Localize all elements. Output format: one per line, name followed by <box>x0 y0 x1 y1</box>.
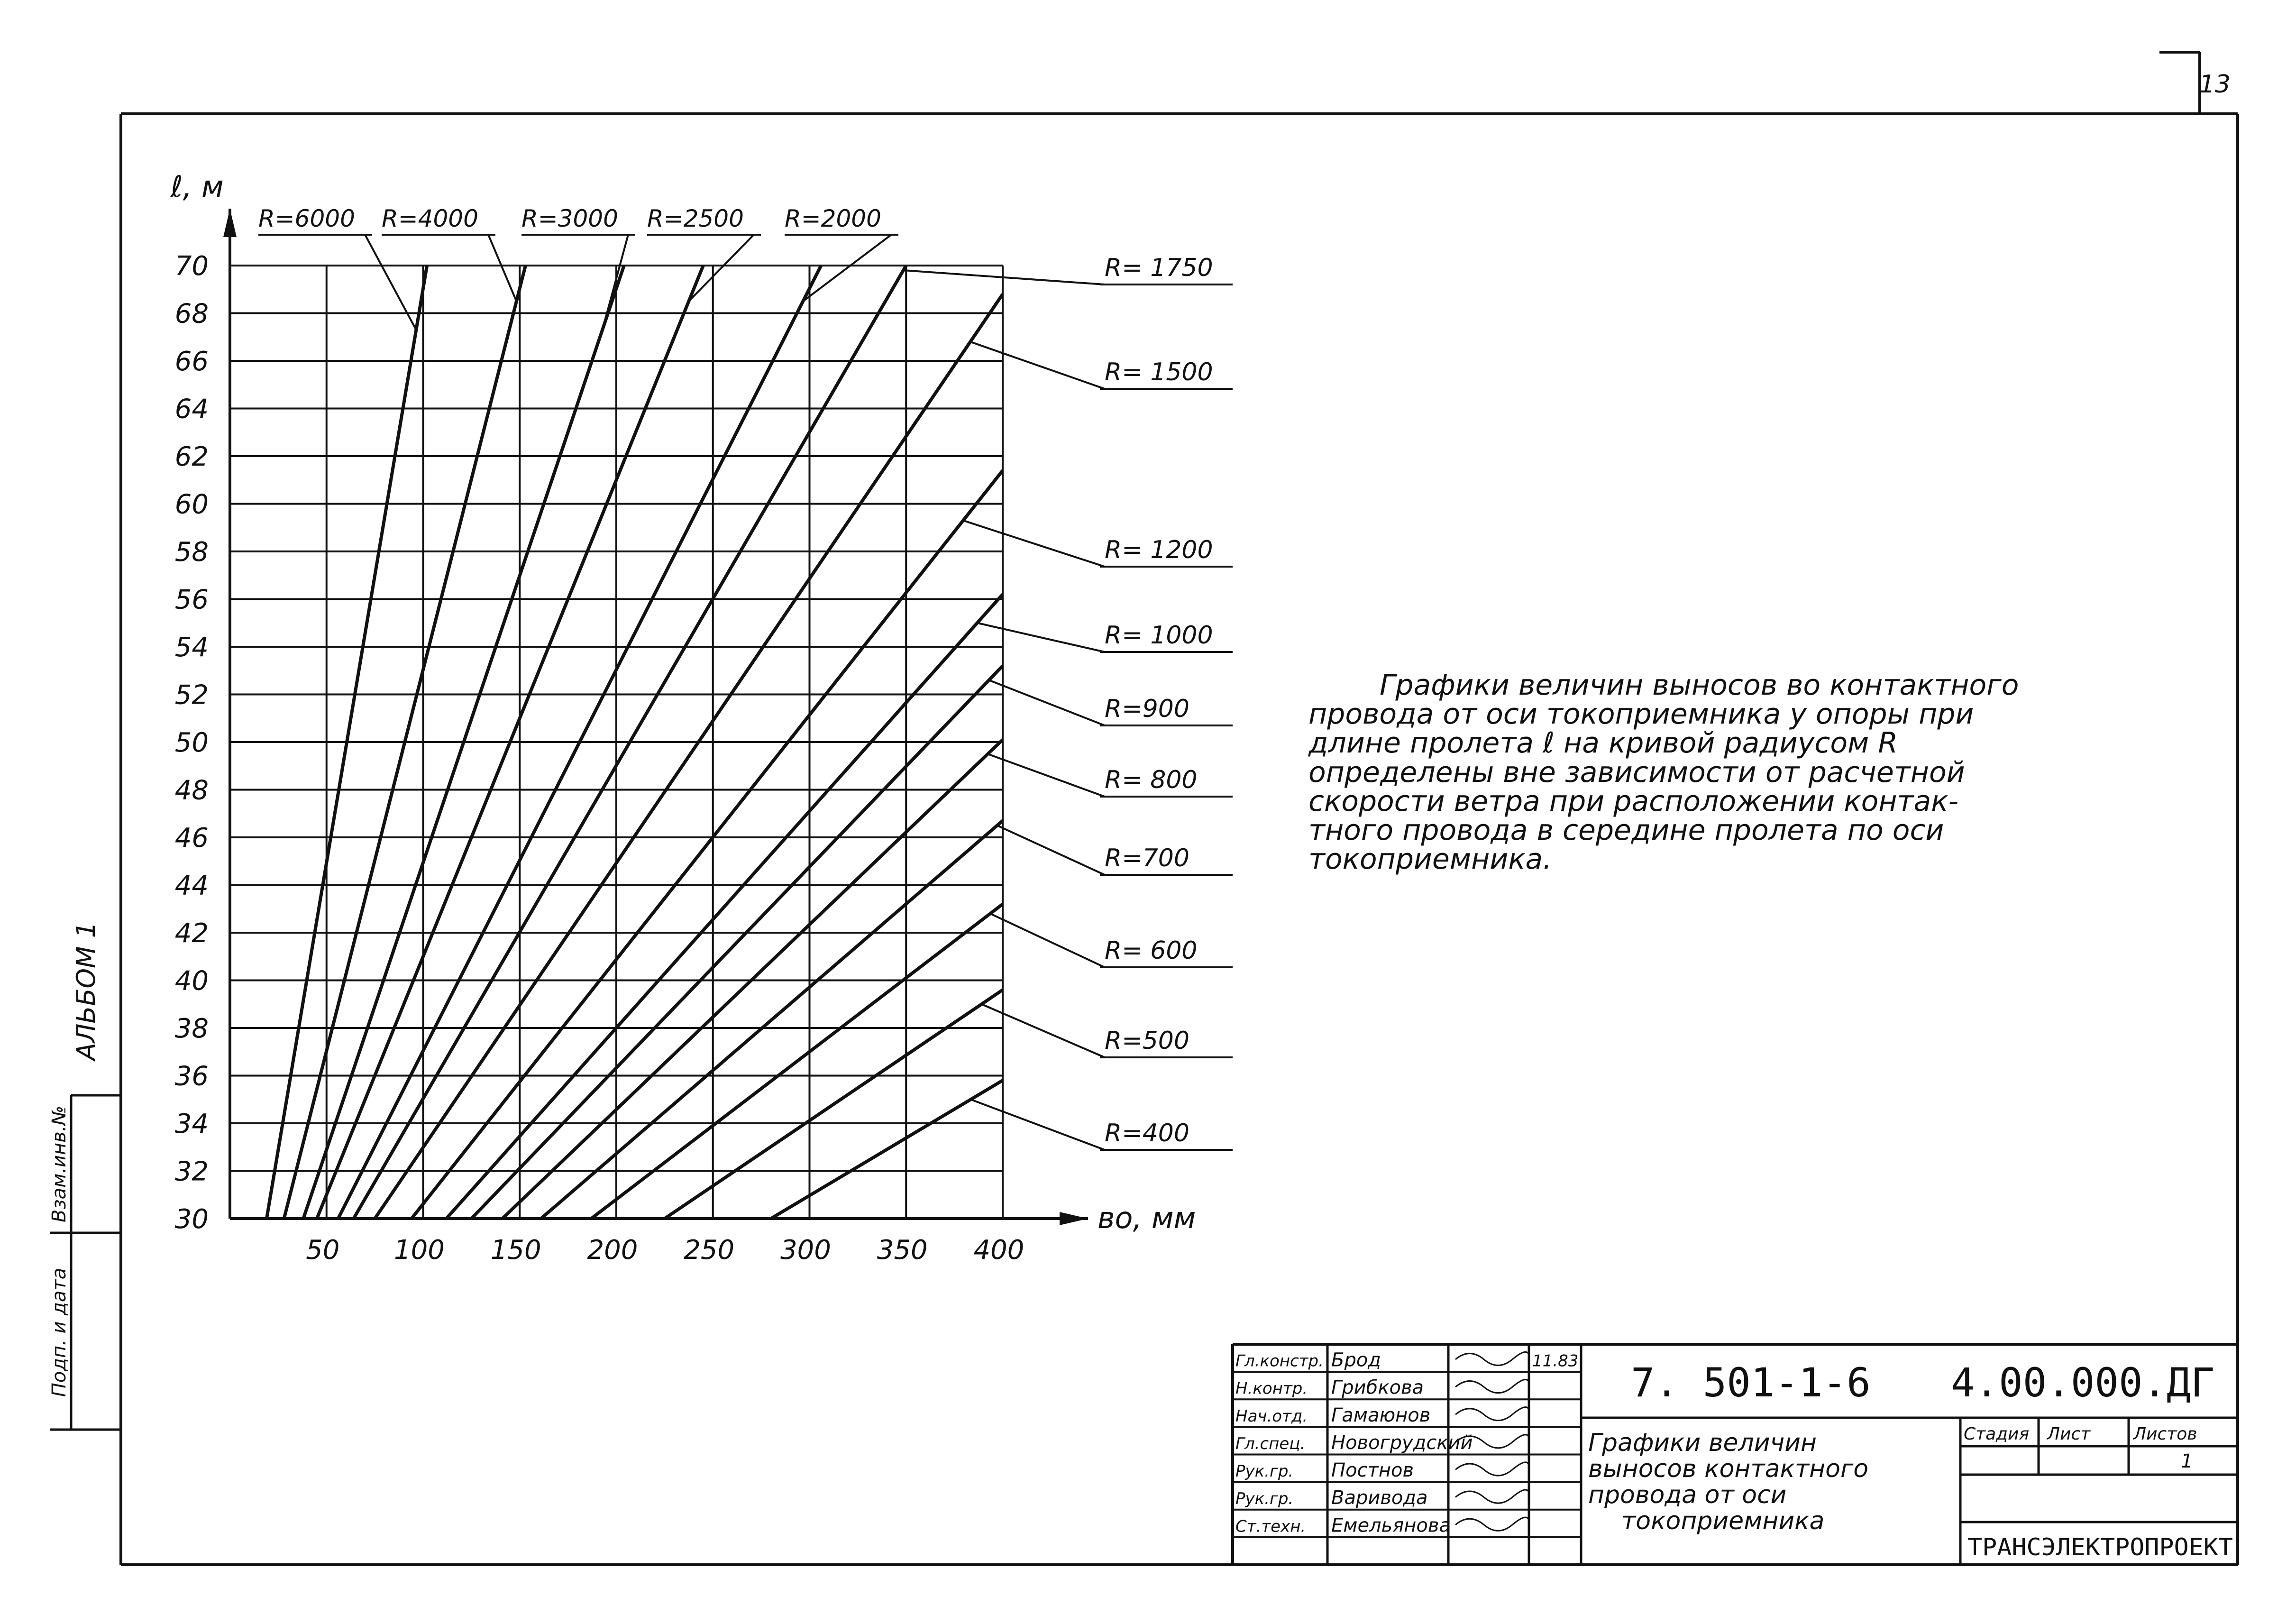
margin-label-replace: Взам.инв.№ <box>48 1105 70 1223</box>
signature-mark <box>1455 1352 1529 1365</box>
note-line: Графики величин выносов вo контактного <box>1380 669 2019 702</box>
margin-label-signed: Подп. и дата <box>48 1267 70 1397</box>
y-tick-label: 60 <box>174 489 209 520</box>
callout-label-top: R=2000 <box>785 205 881 232</box>
y-tick-label: 46 <box>174 823 209 853</box>
x-tick-label: 300 <box>780 1235 831 1266</box>
sheet-title-line: выносов контактного <box>1588 1455 1869 1483</box>
x-tick-label: 350 <box>877 1235 928 1266</box>
callout-leader <box>963 521 1105 567</box>
callout-leader <box>903 270 1105 284</box>
y-tick-label: 34 <box>174 1109 209 1139</box>
callout-leader <box>689 235 754 301</box>
y-tick-label: 54 <box>174 632 209 663</box>
signatory-name: Постнов <box>1331 1459 1414 1481</box>
signatory-role: Гл.спец. <box>1235 1434 1306 1453</box>
signatory-role: Гл.констр. <box>1235 1351 1324 1371</box>
y-axis-label: ℓ, м <box>171 169 224 204</box>
x-tick-label: 50 <box>306 1235 340 1266</box>
stage-header: Стадия <box>1964 1424 2030 1444</box>
signature-mark <box>1455 1379 1529 1393</box>
y-tick-label: 52 <box>174 679 209 711</box>
callout-label-right: R= 600 <box>1105 936 1198 965</box>
callout-label-right: R=700 <box>1105 844 1189 872</box>
page-number: 13 <box>2199 70 2231 99</box>
y-tick-label: 38 <box>174 1013 209 1044</box>
y-tick-label: 30 <box>174 1204 209 1235</box>
callout-leader <box>603 235 628 330</box>
callout-leader <box>990 914 1105 967</box>
y-tick-label: 42 <box>174 918 209 949</box>
callout-leader <box>988 754 1105 797</box>
y-tick-label: 68 <box>174 298 209 330</box>
chart <box>170 169 1233 1266</box>
signature-mark <box>1455 1407 1529 1421</box>
callout-label-top: R=2500 <box>647 205 744 232</box>
callout-label-right: R= 800 <box>1105 766 1198 794</box>
y-tick-label: 44 <box>174 870 209 901</box>
x-tick-label: 400 <box>973 1235 1025 1266</box>
sheet-title-line: токоприемника <box>1621 1507 1825 1535</box>
sheet-header: Лист <box>2047 1424 2091 1444</box>
note-line: определены вне зависимости от расчетной <box>1308 755 1965 789</box>
y-tick-label: 40 <box>174 965 209 997</box>
organization-name: ТРАНСЭЛЕКТРОПРОЕКТ <box>1967 1533 2233 1561</box>
callout-label-right: R=900 <box>1105 695 1189 723</box>
signatory-role: Ст.техн. <box>1235 1517 1306 1536</box>
y-tick-label: 58 <box>174 537 209 568</box>
x-tick-label: 150 <box>490 1235 541 1266</box>
note-line: токоприемника. <box>1308 843 1552 876</box>
callout-leader <box>997 826 1105 875</box>
y-tick-label: 56 <box>174 584 209 615</box>
note-line: длине пролета ℓ на кривой радиусом R <box>1308 726 1898 760</box>
signatory-role: Рук.гр. <box>1235 1462 1294 1481</box>
callout-label-right: R= 1000 <box>1105 621 1213 650</box>
curve-r-500 <box>665 990 1003 1219</box>
y-tick-label: 66 <box>174 346 209 377</box>
curve-r-400 <box>771 1081 1003 1219</box>
signatory-role: Н.контр. <box>1235 1379 1308 1398</box>
sheet-title-line: провода от оси <box>1588 1481 1787 1509</box>
signatory-name: Гамаюнов <box>1331 1404 1431 1426</box>
y-tick-label: 62 <box>174 441 209 472</box>
doc-number: 7. 501-1-6 <box>1631 1359 1871 1406</box>
sheets-header: Листов <box>2133 1424 2197 1444</box>
x-tick-label: 200 <box>587 1235 638 1266</box>
callout-leader <box>971 1100 1105 1150</box>
signatory-date: 11.83 <box>1532 1351 1579 1371</box>
x-axis-arrow <box>1060 1212 1088 1225</box>
y-tick-label: 36 <box>174 1061 209 1092</box>
curve-r-1500 <box>375 294 1003 1219</box>
y-tick-label: 70 <box>174 251 209 282</box>
y-tick-label: 32 <box>174 1156 209 1187</box>
curve-r-900 <box>471 666 1003 1219</box>
signatory-role: Рук.гр. <box>1235 1489 1294 1509</box>
callout-leader <box>488 235 516 301</box>
album-label: АЛЬБОМ 1 <box>71 921 101 1061</box>
x-axis-label: вo, мм <box>1098 1201 1196 1235</box>
signatory-role: Нач.отд. <box>1235 1406 1308 1426</box>
signatory-name: Варивода <box>1331 1487 1428 1509</box>
y-tick-label: 48 <box>174 775 209 806</box>
note-line: провода от оси токоприемника у опоры при <box>1308 697 1974 731</box>
signature-mark <box>1455 1490 1529 1503</box>
sheets-value: 1 <box>2181 1450 2193 1472</box>
y-tick-label: 64 <box>174 394 209 425</box>
curve-r-700 <box>541 821 1003 1219</box>
explanatory-note <box>1308 671 2129 874</box>
callout-label-top: R=3000 <box>521 205 618 232</box>
signature-mark <box>1455 1462 1529 1476</box>
callout-label-top: R=4000 <box>382 205 478 232</box>
signatory-name: Емельянова <box>1331 1514 1451 1537</box>
callout-label-top: R=6000 <box>258 205 355 232</box>
callout-leader <box>970 342 1105 389</box>
callout-leader <box>365 235 416 330</box>
callout-leader <box>803 235 891 301</box>
callout-label-right: R=500 <box>1105 1027 1189 1055</box>
note-line: скорости ветра при расположении контак- <box>1308 784 1959 818</box>
callout-leader <box>981 1004 1105 1057</box>
callout-label-right: R=400 <box>1105 1119 1189 1147</box>
signatory-name: Грибкова <box>1331 1376 1424 1399</box>
note-line: тного провода в середине пролета по оси <box>1308 813 1944 847</box>
curve-r-800 <box>503 740 1003 1219</box>
signatory-name: Брод <box>1331 1349 1381 1371</box>
callout-label-right: R= 1500 <box>1105 358 1213 386</box>
x-tick-label: 250 <box>684 1235 735 1266</box>
signature-mark <box>1455 1517 1529 1531</box>
title-block <box>1233 1344 2238 1565</box>
sheet-code: 4.00.000.ДГ <box>1951 1359 2215 1406</box>
callout-label-right: R= 1750 <box>1105 254 1213 282</box>
x-tick-label: 100 <box>394 1235 445 1266</box>
y-tick-label: 50 <box>174 727 209 758</box>
signatory-name: Новогрудский <box>1331 1431 1473 1454</box>
sheet-title-line: Графики величин <box>1588 1429 1817 1457</box>
curve-r-1200 <box>412 470 1003 1219</box>
callout-leader <box>989 680 1105 725</box>
callout-label-right: R= 1200 <box>1105 536 1213 564</box>
y-axis-arrow <box>223 209 237 237</box>
curve-r-1000 <box>446 594 1003 1219</box>
